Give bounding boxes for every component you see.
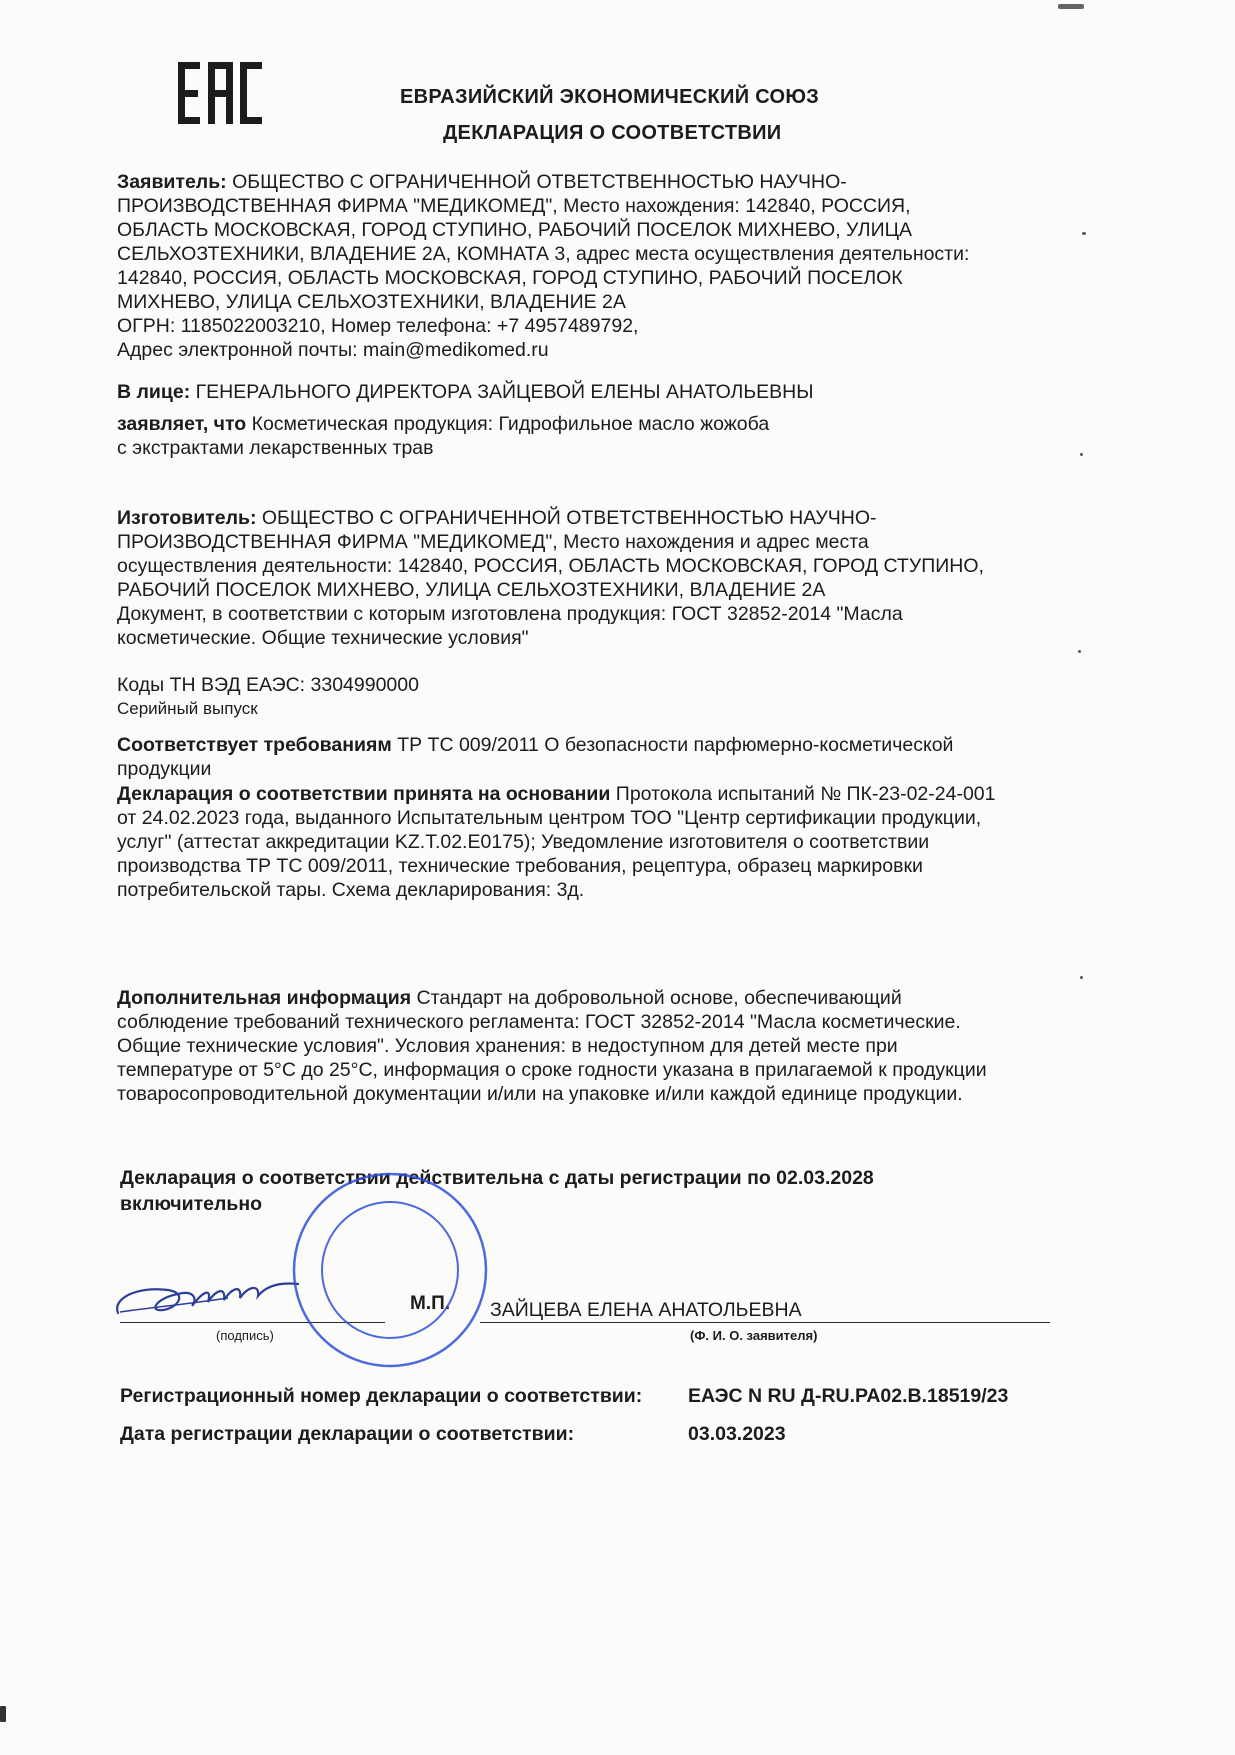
manufacturer-line-5: Документ, в соответствии с которым изготовлена продукция: ГОСТ 32852-2014 "Масла — [117, 603, 903, 625]
representative-line: В лице: ГЕНЕРАЛЬНОГО ДИРЕКТОРА ЗАЙЦЕВОЙ ЕЛЕНЫ АНАТОЛЬЕВНЫ — [117, 381, 814, 403]
applicant-label: Заявитель: — [117, 171, 227, 193]
additional-line-5: товаросопроводительной документации и/или на упаковке и/или каждой единице продукции. — [117, 1083, 963, 1105]
additional-line-1: Дополнительная информация Стандарт на добровольной основе, обеспечивающий — [117, 987, 902, 1009]
additional-line-4: температуре от 5°С до 25°С, информация о сроке годности указана в прилагаемой к продукции — [117, 1059, 987, 1081]
applicant-line-7: ОГРН: 1185022003210, Номер телефона: +7 4957489792, — [117, 315, 639, 337]
additional-label: Дополнительная информация — [117, 987, 412, 1009]
applicant-line-3: ОБЛАСТЬ МОСКОВСКАЯ, ГОРОД СТУПИНО, РАБОЧИЙ ПОСЕЛОК МИХНЕВО, УЛИЦА — [117, 219, 913, 241]
applicant-line-8: Адрес электронной почты: main@medikomed.ru — [117, 339, 549, 361]
applicant-line-6: МИХНЕВО, УЛИЦА СЕЛЬХОЗТЕХНИКИ, ВЛАДЕНИЕ 2А — [117, 291, 626, 313]
scan-speck — [1080, 453, 1083, 456]
serial-release: Серийный выпуск — [117, 699, 258, 718]
validity-line-1: Декларация о соответствии действительна с даты регистрации по 02.03.2028 — [120, 1167, 874, 1189]
document-title: ДЕКЛАРАЦИЯ О СООТВЕТСТВИИ — [443, 122, 782, 144]
signer-name-line — [480, 1322, 1050, 1323]
additional-line-3: Общие технические условия". Условия хранения: в недоступном для детей месте при — [117, 1035, 898, 1057]
signer-name-caption: (Ф. И. О. заявителя) — [690, 1328, 818, 1343]
conformity-line-2: продукции — [117, 758, 212, 780]
registration-date-value: 03.03.2023 — [688, 1423, 786, 1445]
basis-line-5: потребительской тары. Схема декларирования: 3д. — [117, 879, 585, 901]
company-stamp — [290, 1170, 490, 1370]
declares-line-1: заявляет, что Косметическая продукция: Гидрофильное масло жожоба — [117, 413, 770, 435]
manufacturer-line-4: РАБОЧИЙ ПОСЕЛОК МИХНЕВО, УЛИЦА СЕЛЬХОЗТЕХНИКИ, ВЛАДЕНИЕ 2А — [117, 579, 826, 601]
additional-line-2: соблюдение требований технического регламента: ГОСТ 32852-2014 "Масла косметические. — [117, 1011, 961, 1033]
manufacturer-line-3: осуществления деятельности: 142840, РОССИЯ, ОБЛАСТЬ МОСКОВСКАЯ, ГОРОД СТУПИНО, — [117, 555, 984, 577]
manufacturer-line-2: ПРОИЗВОДСТВЕННАЯ ФИРМА "МЕДИКОМЕД", Место нахождения и адрес места — [117, 531, 869, 553]
scan-speck — [1058, 4, 1084, 9]
basis-line-2: от 24.02.2023 года, выданного Испытательным центром ТОО "Центр сертификации продукции, — [117, 807, 982, 829]
manufacturer-line-6: косметические. Общие технические условия" — [117, 627, 529, 649]
validity-line-2: включительно — [120, 1193, 263, 1215]
basis-line-1: Декларация о соответствии принята на основании Протокола испытаний № ПК-23-02-24-001 — [117, 783, 996, 805]
conformity-label: Соответствует требованиям — [117, 734, 392, 756]
manufacturer-label: Изготовитель: — [117, 507, 257, 529]
applicant-line-2: ПРОИЗВОДСТВЕННАЯ ФИРМА "МЕДИКОМЕД", Место нахождения: 142840, РОССИЯ, — [117, 195, 911, 217]
applicant-line-4: СЕЛЬХОЗТЕХНИКИ, ВЛАДЕНИЕ 2А, КОМНАТА 3, адрес места осуществления деятельности: — [117, 243, 970, 265]
signature-caption: (подпись) — [216, 1328, 274, 1343]
registration-number-label: Регистрационный номер декларации о соответствии: — [120, 1385, 643, 1407]
scan-speck — [1080, 976, 1083, 979]
applicant-line-1: Заявитель: ОБЩЕСТВО С ОГРАНИЧЕННОЙ ОТВЕТСТВЕННОСТЬЮ НАУЧНО- — [117, 171, 847, 193]
basis-line-4: производства ТР ТС 009/2011, технические требования, рецептура, образец маркировки — [117, 855, 923, 877]
scan-speck — [0, 1706, 6, 1722]
applicant-line-5: 142840, РОССИЯ, ОБЛАСТЬ МОСКОВСКАЯ, ГОРОД СТУПИНО, РАБОЧИЙ ПОСЕЛОК — [117, 267, 903, 289]
signer-name: ЗАЙЦЕВА ЕЛЕНА АНАТОЛЬЕВНА — [490, 1299, 802, 1321]
manufacturer-line-1: Изготовитель: ОБЩЕСТВО С ОГРАНИЧЕННОЙ ОТВЕТСТВЕННОСТЬЮ НАУЧНО- — [117, 507, 877, 529]
scan-speck — [1078, 650, 1081, 653]
union-title: ЕВРАЗИЙСКИЙ ЭКОНОМИЧЕСКИЙ СОЮЗ — [400, 86, 820, 108]
eac-logo — [176, 58, 266, 128]
conformity-line-1: Соответствует требованиям ТР ТС 009/2011 О безопасности парфюмерно-косметической — [117, 734, 954, 756]
basis-label: Декларация о соответствии принята на основании — [117, 783, 611, 805]
handwritten-signature — [108, 1268, 308, 1328]
declares-line-2: с экстрактами лекарственных трав — [117, 437, 434, 459]
tnved-code: Коды ТН ВЭД ЕАЭС: 3304990000 — [117, 674, 419, 696]
stamp-place-mark: М.П. — [410, 1293, 451, 1314]
declares-label: заявляет, что — [117, 413, 247, 435]
basis-line-3: услуг" (аттестат аккредитации KZ.T.02.E0175); Уведомление изготовителя о соответствии — [117, 831, 930, 853]
scan-speck — [1082, 232, 1086, 235]
registration-date-label: Дата регистрации декларации о соответствии: — [120, 1423, 575, 1445]
representative-label: В лице: — [117, 381, 191, 403]
registration-number-value: ЕАЭС N RU Д-RU.РА02.В.18519/23 — [688, 1385, 1009, 1407]
